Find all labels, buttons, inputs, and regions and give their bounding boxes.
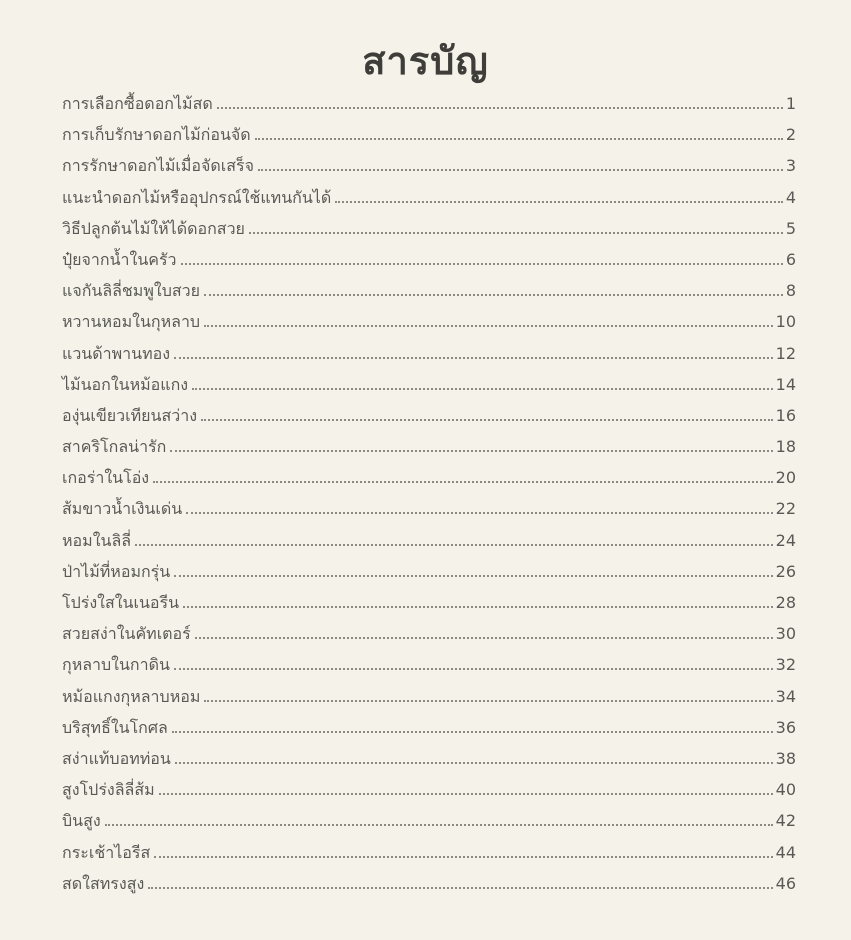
dot-leader	[192, 388, 773, 390]
toc-entry-page: 42	[775, 811, 796, 831]
toc-entry	[62, 92, 796, 123]
toc-entry	[62, 778, 796, 809]
toc-entry-title: หม้อแกงกุหลาบหอม	[62, 686, 201, 706]
toc-entry	[62, 123, 796, 154]
toc-entry-title: บินสูง	[62, 811, 101, 831]
toc-entry-title: สง่าแท้บอทท่อน	[62, 748, 171, 768]
toc-entry-page: 22	[775, 499, 796, 519]
dot-leader	[175, 762, 773, 764]
dot-leader	[201, 419, 773, 421]
dot-leader	[174, 357, 773, 359]
toc-entry-title: องุ่นเขียวเทียนสว่าง	[62, 405, 197, 425]
toc-entry-title: แนะนำดอกไม้หรืออุปกรณ์ใช้แทนกันได้	[62, 187, 332, 207]
toc-entry-page: 20	[775, 468, 796, 488]
toc-entry-page: 3	[785, 156, 796, 176]
toc-entry-title: สาคริโกลน่ารัก	[62, 437, 167, 457]
toc-entry	[62, 529, 796, 560]
toc-entry-title: ป่าไม้ที่หอมกรุ่น	[62, 561, 171, 581]
toc-entry-page: 8	[785, 281, 796, 301]
toc-entry	[62, 809, 796, 840]
toc-entry	[62, 466, 796, 497]
dot-leader	[335, 201, 783, 203]
toc-entry	[62, 373, 796, 404]
dot-leader	[135, 544, 773, 546]
dot-leader	[204, 294, 783, 296]
dot-leader	[174, 668, 773, 670]
dot-leader	[170, 450, 772, 452]
toc-entry-page: 1	[785, 94, 796, 113]
toc-entry-page: 40	[775, 780, 796, 800]
toc-entry	[62, 685, 796, 716]
toc-entry-page: 34	[775, 686, 796, 706]
toc-entry	[62, 591, 796, 622]
toc-entry	[62, 872, 796, 903]
toc-entry-page: 30	[775, 624, 796, 644]
toc-entry-title: การเลือกซื้อดอกไม้สด	[62, 94, 213, 113]
dot-leader	[154, 856, 772, 858]
toc-entry-page: 24	[775, 530, 796, 550]
toc-entry-page: 5	[785, 218, 796, 238]
dot-leader	[174, 575, 772, 577]
toc-entry	[62, 716, 796, 747]
toc-entry-title: กระเช้าไอรีส	[62, 842, 151, 862]
toc-entry-title: ปุ๋ยจากน้ำในครัว	[62, 249, 177, 269]
toc-entry	[62, 342, 796, 373]
toc-entry-page: 36	[775, 717, 796, 737]
dot-leader	[172, 731, 773, 733]
toc-entry-page: 18	[775, 437, 796, 457]
toc-entry-title: ส้มขาวน้ำเงินเด่น	[62, 499, 183, 519]
toc-entry-page: 14	[775, 374, 796, 394]
toc-entry-page: 16	[775, 405, 796, 425]
toc-entry-title: แจกันลิลี่ชมพูใบสวย	[62, 281, 200, 301]
toc-entry-title: สดใสทรงสูง	[62, 873, 145, 893]
toc-entry	[62, 622, 796, 653]
dot-leader	[186, 512, 772, 514]
toc-entry-page: 12	[775, 343, 796, 363]
dot-leader	[204, 700, 772, 702]
toc-entry-title: โปร่งใสในเนอรีน	[62, 593, 180, 612]
dot-leader	[258, 169, 783, 171]
toc-entry-title: ไม้นอกในหม้อแกง	[62, 374, 189, 394]
toc-entry	[62, 217, 796, 248]
toc-entry	[62, 497, 796, 528]
dot-leader	[153, 481, 773, 483]
toc-entry-title: แวนด้าพานทอง	[62, 343, 171, 363]
dot-leader	[159, 793, 773, 795]
table-of-contents	[62, 92, 796, 903]
toc-entry	[62, 404, 796, 435]
toc-entry-page: 6	[785, 249, 796, 269]
dot-leader	[195, 637, 773, 639]
toc-entry	[62, 279, 796, 310]
toc-entry-title: เกอร่าในโอ่ง	[62, 468, 150, 488]
toc-entry	[62, 154, 796, 185]
dot-leader	[105, 824, 773, 826]
toc-entry	[62, 310, 796, 341]
toc-entry-title: การเก็บรักษาดอกไม้ก่อนจัด	[62, 125, 251, 145]
toc-entry-page: 32	[775, 655, 796, 675]
toc-entry-title: บริสุทธิ์ในโกศล	[62, 717, 168, 737]
toc-entry	[62, 560, 796, 591]
toc-entry-page: 44	[775, 842, 796, 862]
toc-entry-page: 10	[775, 312, 796, 332]
toc-entry-page: 38	[775, 748, 796, 768]
toc-entry-page: 4	[785, 187, 796, 207]
toc-entry	[62, 186, 796, 217]
toc-entry-title: หอมในลิลี่	[62, 530, 132, 550]
toc-entry-page: 46	[775, 873, 796, 893]
toc-entry-title: สวยสง่าในคัทเตอร์	[62, 624, 191, 644]
toc-entry	[62, 248, 796, 279]
dot-leader	[249, 232, 783, 234]
toc-entry-title: กุหลาบในกาดิน	[62, 655, 170, 675]
toc-entry	[62, 653, 796, 684]
dot-leader	[204, 325, 773, 327]
toc-entry-title: หวานหอมในกุหลาบ	[62, 312, 201, 332]
toc-entry-title: การรักษาดอกไม้เมื่อจัดเสร็จ	[62, 156, 254, 176]
dot-leader	[148, 887, 772, 889]
dot-leader	[255, 138, 783, 140]
dot-leader	[181, 263, 783, 265]
dot-leader	[183, 606, 773, 608]
toc-entry-page: 26	[775, 561, 796, 581]
toc-entry-title: วิธีปลูกต้นไม้ให้ได้ดอกสวย	[62, 218, 245, 238]
dot-leader	[217, 107, 783, 109]
page-title: สารบัญ	[362, 38, 489, 83]
toc-entry-page: 28	[775, 593, 796, 612]
toc-entry-title: สูงโปร่งลิลี่ส้ม	[62, 780, 155, 800]
toc-entry-page: 2	[785, 125, 796, 145]
toc-entry	[62, 747, 796, 778]
toc-entry	[62, 435, 796, 466]
toc-entry	[62, 841, 796, 872]
